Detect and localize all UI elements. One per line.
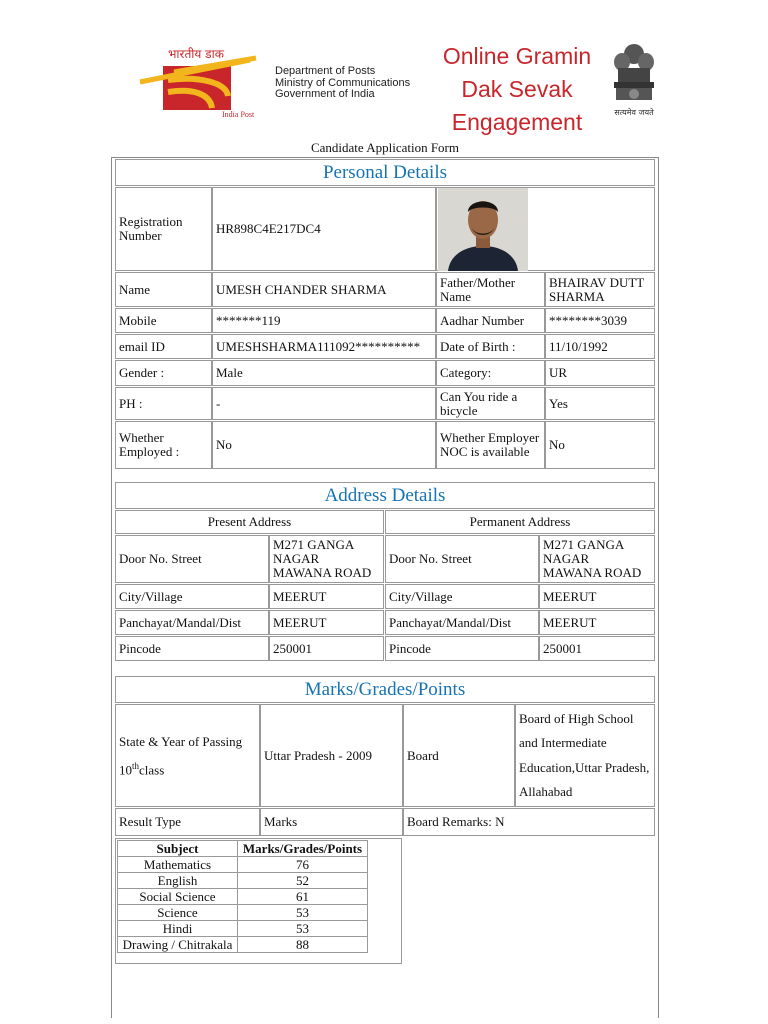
present-city-label: City/Village [115,584,269,609]
state-year-value: Uttar Pradesh - 2009 [260,704,403,807]
ph-value: - [212,387,436,420]
name-label: Name [115,272,212,307]
gender-label: Gender : [115,360,212,386]
class-number: 10 [119,762,132,778]
result-type-value: Marks [260,808,403,836]
subject-cell: Mathematics [118,857,238,873]
category-label: Category: [436,360,545,386]
parent-name-value: BHAIRAV DUTT SHARMA [545,272,655,307]
board-value: Board of High School and Intermediate Education,Uttar Pradesh, Allahabad [515,704,655,807]
marks-cell: 88 [238,937,368,953]
marks-heading: Marks/Grades/Points [115,676,655,703]
marks-cell: 76 [238,857,368,873]
marks-table [117,840,368,953]
address-details-heading: Address Details [115,482,655,509]
mobile-label: Mobile [115,308,212,333]
aadhar-label: Aadhar Number [436,308,545,333]
form-title: Candidate Application Form [310,140,460,155]
candidate-photo [438,188,528,271]
present-pincode-label: Pincode [115,636,269,661]
india-post-logo [138,42,438,124]
table-row [118,857,368,873]
present-panchayat-label: Panchayat/Mandal/Dist [115,610,269,635]
present-address-header: Present Address [115,510,384,534]
employed-value: No [212,421,436,469]
class-label [119,754,242,782]
registration-label: Registration Number [115,187,212,271]
table-row [118,921,368,937]
title-line-2: Dak Sevak [461,76,573,102]
state-year-label: State & Year of Passing [119,733,243,749]
email-label: email ID [115,334,212,359]
present-city-value: MEERUT [269,584,384,609]
subject-cell: Hindi [118,921,238,937]
email-value: UMESHSHARMA111092********** [212,334,436,359]
personal-details-heading: Personal Details [115,159,655,186]
permanent-pincode-value: 250001 [539,636,655,661]
marks-cell: 61 [238,889,368,905]
subject-cell: Science [118,905,238,921]
noc-label: Whether Employer NOC is available [436,421,545,469]
title-line-1: Online Gramin [442,43,592,69]
board-remarks: Board Remarks: N [403,808,655,836]
ph-label: PH : [115,387,212,420]
subject-cell: English [118,873,238,889]
marks-cell: 53 [238,905,368,921]
aadhar-value: ********3039 [545,308,655,333]
permanent-address-header: Permanent Address [385,510,655,534]
permanent-city-label: City/Village [385,584,539,609]
dob-label: Date of Birth : [436,334,545,359]
subject-cell: Drawing / Chitrakala [118,937,238,953]
india-post-label: India Post [222,110,255,119]
marks-table-header-row [118,841,368,857]
board-label: Board [403,704,515,807]
logo-hindi-text: भारतीय डाक [168,47,224,61]
department-text [275,66,410,101]
class-sup: th [132,760,140,771]
dept-line-2: Ministry of Communications [275,76,411,89]
present-panchayat-value: MEERUT [269,610,384,635]
permanent-panchayat-value: MEERUT [539,610,655,635]
subject-header: Subject [118,841,238,857]
page-title [424,40,610,139]
present-door-value: M271 GANGA NAGAR MAWANA ROAD [269,535,384,583]
permanent-door-label: Door No. Street [385,535,539,583]
bicycle-value: Yes [545,387,655,420]
state-year-label-wrap [119,729,242,782]
mobile-value: *******119 [212,308,436,333]
result-type-label: Result Type [115,808,260,836]
state-year-label-cell [115,704,260,807]
permanent-door-value: M271 GANGA NAGAR MAWANA ROAD [539,535,655,583]
category-value: UR [545,360,655,386]
dept-line-1: Department of Posts [275,65,376,77]
registration-value: HR898C4E217DC4 [212,187,436,271]
noc-value: No [545,421,655,469]
title-line-3: Engagement [451,109,583,135]
gender-value: Male [212,360,436,386]
dept-line-3: Government of India [275,88,375,100]
permanent-city-value: MEERUT [539,584,655,609]
bicycle-label: Can You ride a bicycle [436,387,545,420]
present-pincode-value: 250001 [269,636,384,661]
table-row [118,873,368,889]
marks-header: Marks/Grades/Points [238,841,368,857]
emblem-motto: सत्यमेव जयते [614,108,654,117]
permanent-panchayat-label: Panchayat/Mandal/Dist [385,610,539,635]
marks-cell: 52 [238,873,368,889]
table-row [118,937,368,953]
table-row [118,889,368,905]
dob-value: 11/10/1992 [545,334,655,359]
class-suffix: class [139,762,165,778]
subject-cell: Social Science [118,889,238,905]
candidate-photo-image [438,188,528,271]
present-door-label: Door No. Street [115,535,269,583]
name-value: UMESH CHANDER SHARMA [212,272,436,307]
marks-cell: 53 [238,921,368,937]
table-row [118,905,368,921]
employed-label: Whether Employed : [115,421,212,469]
permanent-pincode-label: Pincode [385,636,539,661]
parent-name-label: Father/Mother Name [436,272,545,307]
